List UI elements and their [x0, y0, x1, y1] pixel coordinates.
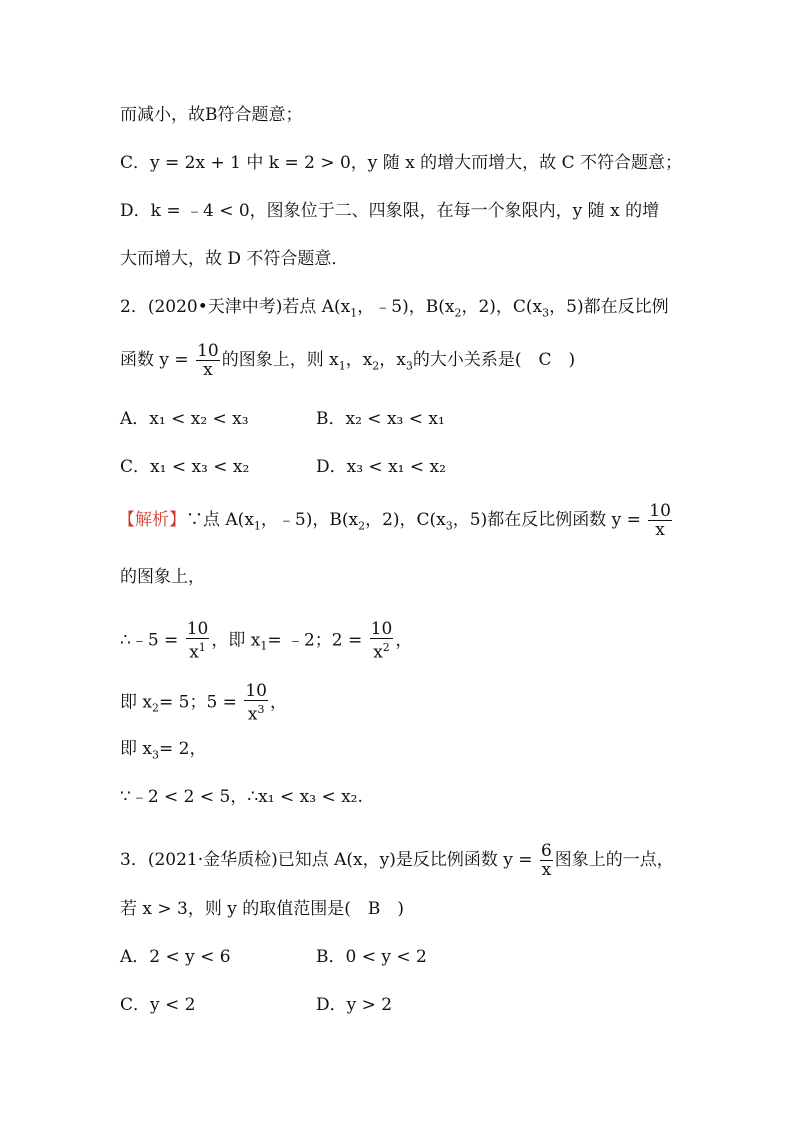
analysis-line-2: 的图象上，: [120, 567, 205, 587]
text-line-4: 大而增大，故 D 不符合题意．: [120, 249, 349, 269]
q3-option-b: B．0 < y < 2: [316, 947, 427, 967]
q2-option-a: A．x₁ < x₂ < x₃: [120, 409, 249, 429]
text-line-3: D．k = ﹣4 < 0，图象位于二、四象限，在每一个象限内，y 随 x 的增: [120, 201, 660, 221]
analysis-tag: 【解析】: [118, 510, 186, 530]
fraction-10-over-x3: $\frac{10}{x^3}$: [245, 681, 267, 725]
q2-function-line: 函数 y = $\frac{10}{x}$ 的图象上，则 $x_1$，$x_2$，$x_3$的大小关系是( C ): [120, 341, 576, 380]
q3-option-d: D．y > 2: [316, 995, 393, 1015]
analysis-line-6: ∵﹣2 < 2 < 5，∴x₁ < x₃ < x₂.: [120, 787, 363, 807]
q3-header: 3．(2021·金华质检)已知点 A(x，y)是反比例函数 y = $\frac{6}{x}$ 图象上的一点，: [120, 841, 674, 880]
q3-option-c: C．y < 2: [120, 995, 196, 1015]
fraction-10-over-x: $\frac{10}{x}$: [649, 501, 671, 540]
text-line-1: 而减小，故B符合题意；: [120, 105, 303, 125]
fraction-10-over-x1: $\frac{10}{x^1}$: [186, 619, 209, 663]
q2-option-b: B．x₂ < x₃ < x₁: [316, 409, 445, 429]
q3-option-a: A．2 < y < 6: [120, 947, 231, 967]
fraction-6-over-x: $\frac{6}{x}$: [540, 841, 552, 880]
q2-option-d: D．x₃ < x₁ < x₂: [316, 457, 446, 477]
analysis-line-5: 即 $x_3= 2$，: [120, 739, 207, 762]
fraction-10-over-x2: $\frac{10}{x^2}$: [370, 619, 393, 663]
analysis-line-3: ∴﹣5 = $\frac{10}{x^1}$ ，即 $x_1=$ ﹣2；2 = $\frac{10}{x^2}$ ，: [120, 619, 413, 663]
analysis-header: 【解析】∵点 $A(x_1$，﹣5)，$B(x_2$，2)，$C(x_3$，5)都在反比例函数 y = $\frac{10}{x}$: [118, 501, 671, 540]
q2-header: 2．(2020•天津中考)若点 $A(x_1$，﹣5)，$B(x_2$，2)，$C(x_3$，5)都在反比例: [120, 297, 669, 320]
q2-option-c: C．x₁ < x₃ < x₂: [120, 457, 250, 477]
q3-line-2: 若 x > 3，则 y 的取值范围是( B ): [120, 899, 405, 919]
text-line-2: C．y = 2x + 1 中 k = 2 > 0，y 随 x 的增大而增大，故 C 不符合题意；: [120, 153, 682, 173]
fraction-10-over-x: $\frac{10}{x}$: [197, 341, 219, 380]
analysis-line-4: 即 $x_2= 5$；5 = $\frac{10}{x^3}$ ，: [120, 681, 287, 725]
